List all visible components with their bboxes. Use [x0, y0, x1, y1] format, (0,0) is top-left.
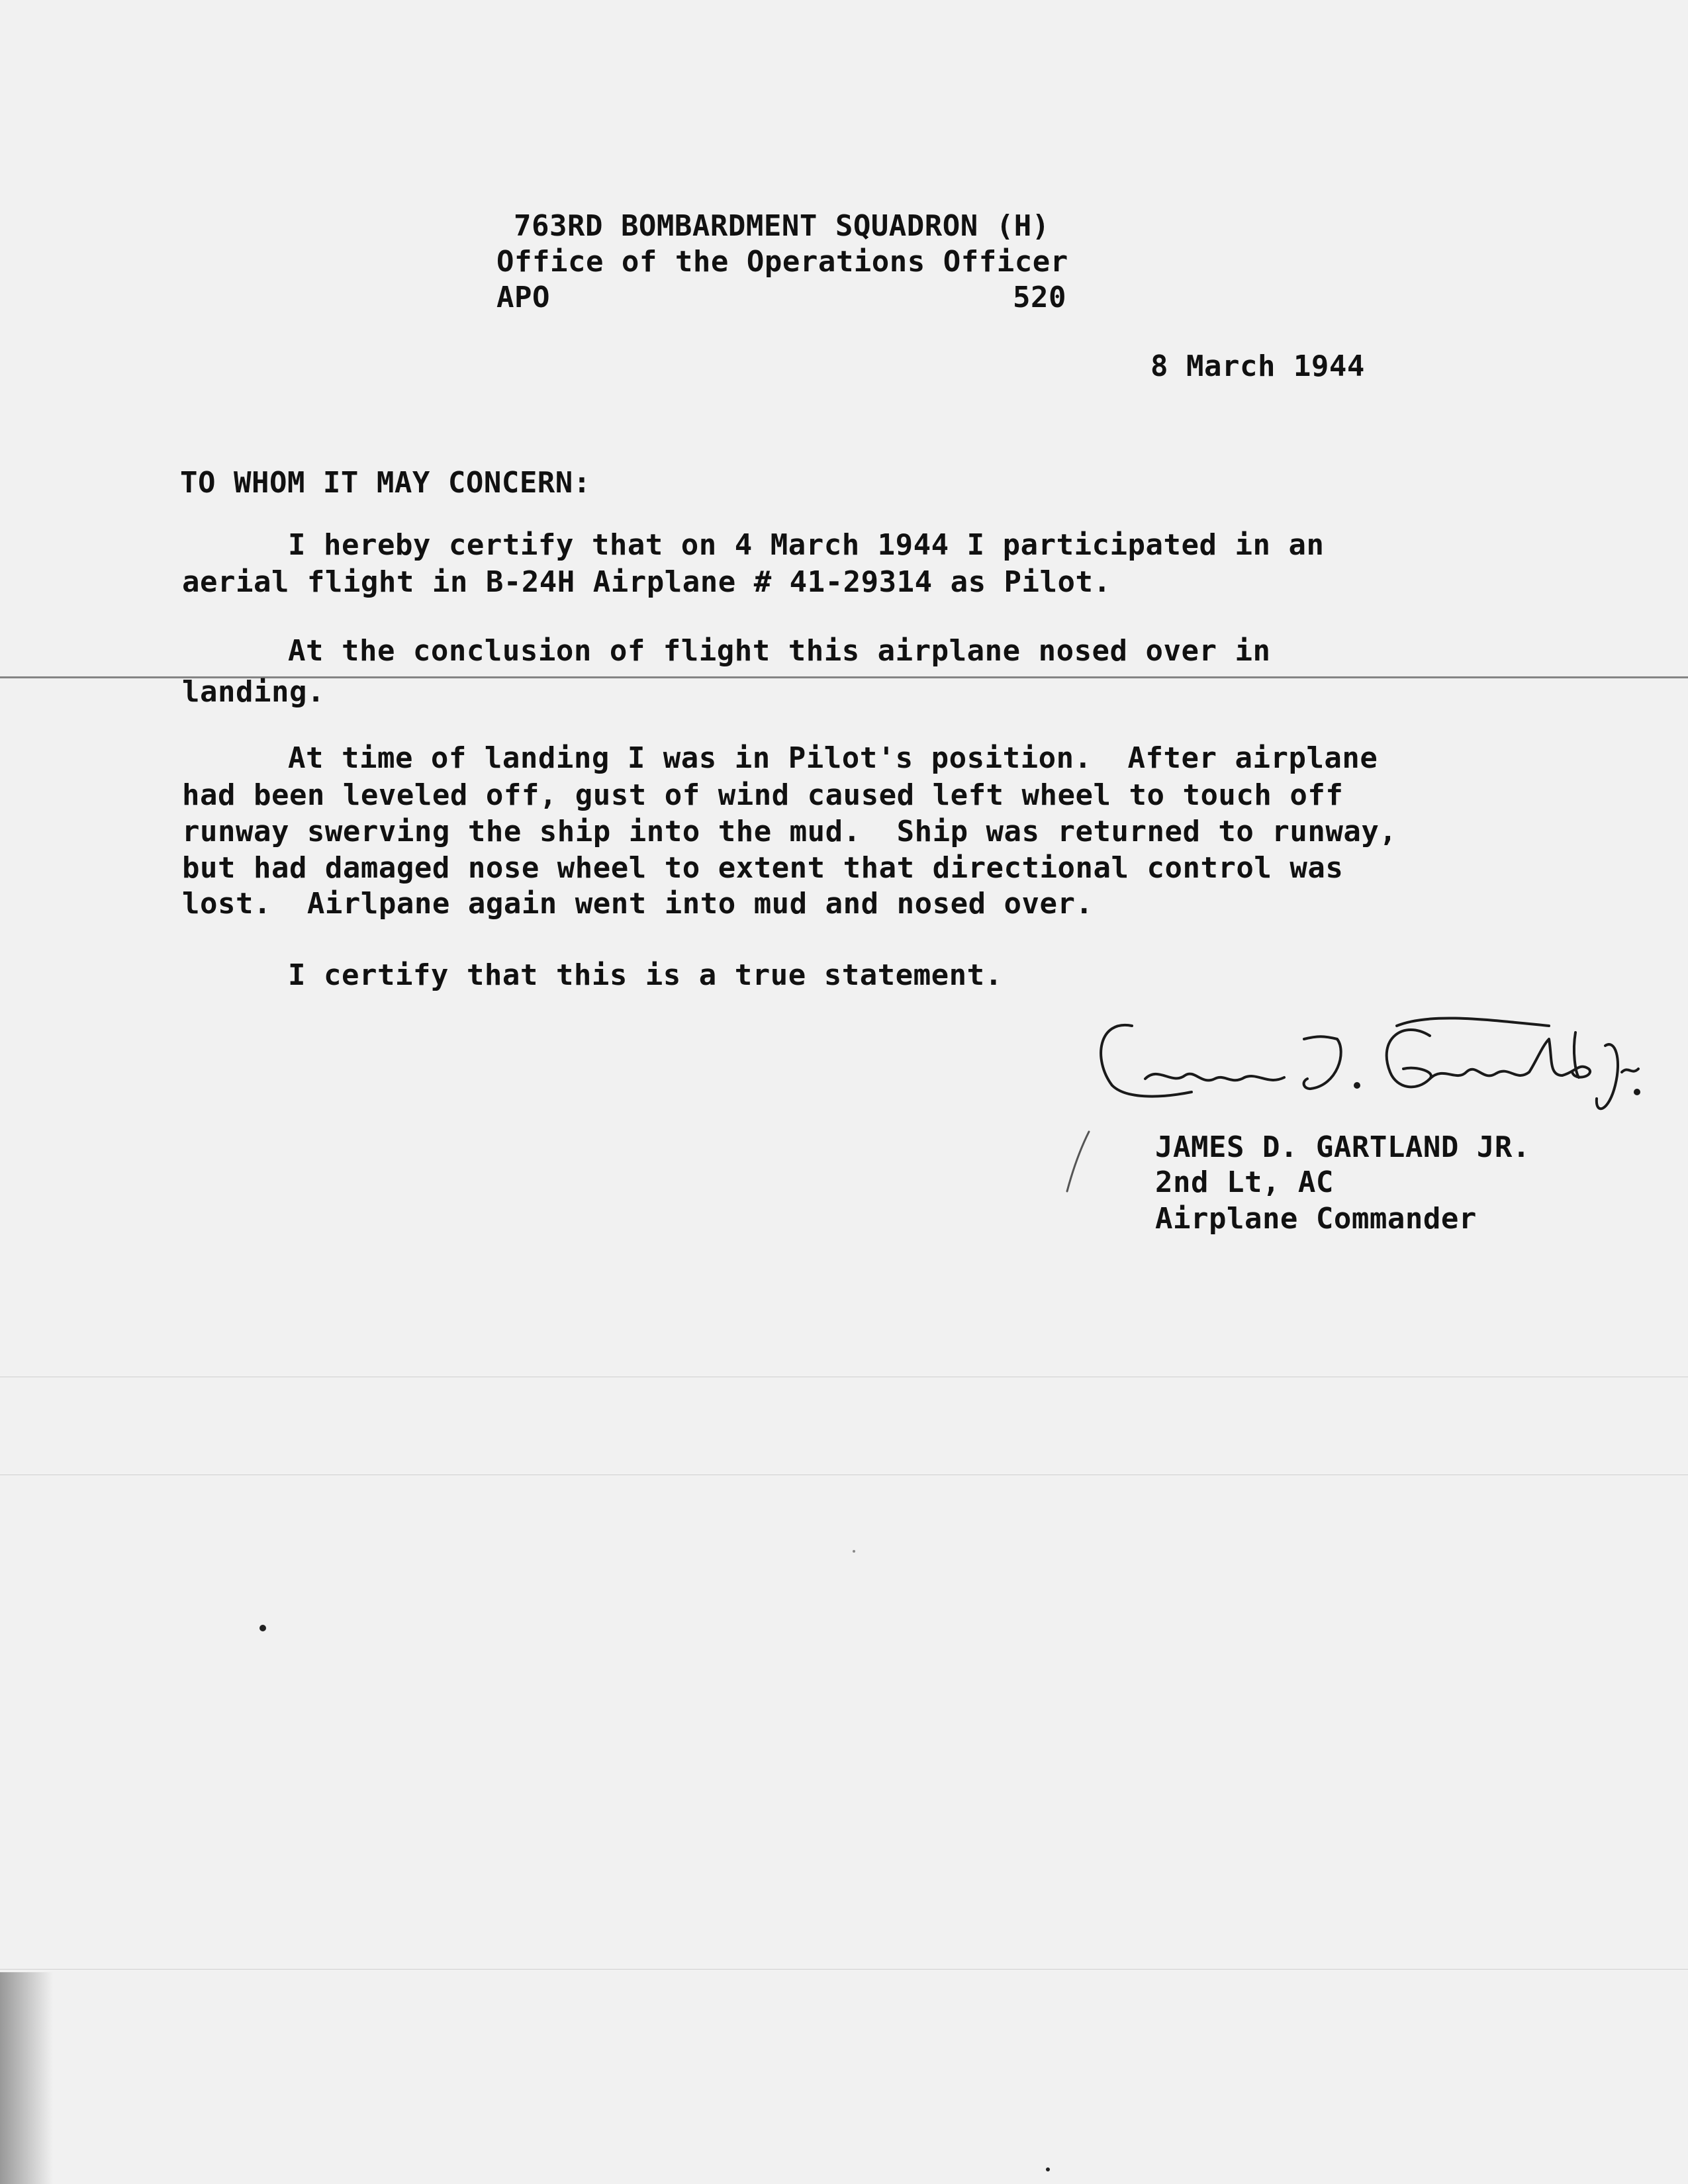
paragraph-2-line-2: landing.: [182, 675, 325, 709]
scan-edge-shadow: [0, 1972, 53, 2184]
signature-name: JAMES D. GARTLAND JR.: [1155, 1130, 1530, 1164]
paragraph-1-line-2: aerial flight in B-24H Airplane # 41-29314 as Pilot.: [182, 565, 1111, 599]
signature-title: Airplane Commander: [1155, 1202, 1477, 1236]
paragraph-3-line-3: runway swerving the ship into the mud. Ship was returned to runway,: [182, 815, 1397, 848]
handwritten-signature: [1086, 999, 1642, 1132]
pen-mark: [1059, 1125, 1099, 1198]
paragraph-3-line-5: lost. Airlpane again went into mud and nosed over.: [182, 887, 1094, 921]
letterhead-unit: 763RD BOMBARDMENT SQUADRON (H): [514, 209, 1050, 243]
paragraph-3-line-4: but had damaged nose wheel to extent that directional control was: [182, 851, 1344, 885]
ink-speck: [1046, 2167, 1050, 2171]
letter-date: 8 March 1944: [1150, 349, 1365, 383]
letterhead-apo-label: APO: [496, 281, 550, 314]
salutation: TO WHOM IT MAY CONCERN:: [180, 466, 591, 500]
ink-speck: [259, 1625, 266, 1631]
paragraph-2-line-1: At the conclusion of flight this airplane nosed over in: [288, 634, 1271, 668]
paragraph-1-line-1: I hereby certify that on 4 March 1944 I participated in an: [288, 528, 1325, 562]
letterhead-office: Office of the Operations Officer: [496, 245, 1068, 279]
paragraph-4: I certify that this is a true statement.: [288, 958, 1003, 992]
letterhead-apo-number: 520: [1013, 281, 1066, 314]
paragraph-3-line-1: At time of landing I was in Pilot's position. After airplane: [288, 741, 1378, 775]
ink-speck: [853, 1550, 855, 1553]
signature-rank: 2nd Lt, AC: [1155, 1165, 1334, 1199]
scan-line: [0, 1969, 1688, 1970]
paragraph-3-line-2: had been leveled off, gust of wind caused left wheel to touch off: [182, 778, 1344, 812]
